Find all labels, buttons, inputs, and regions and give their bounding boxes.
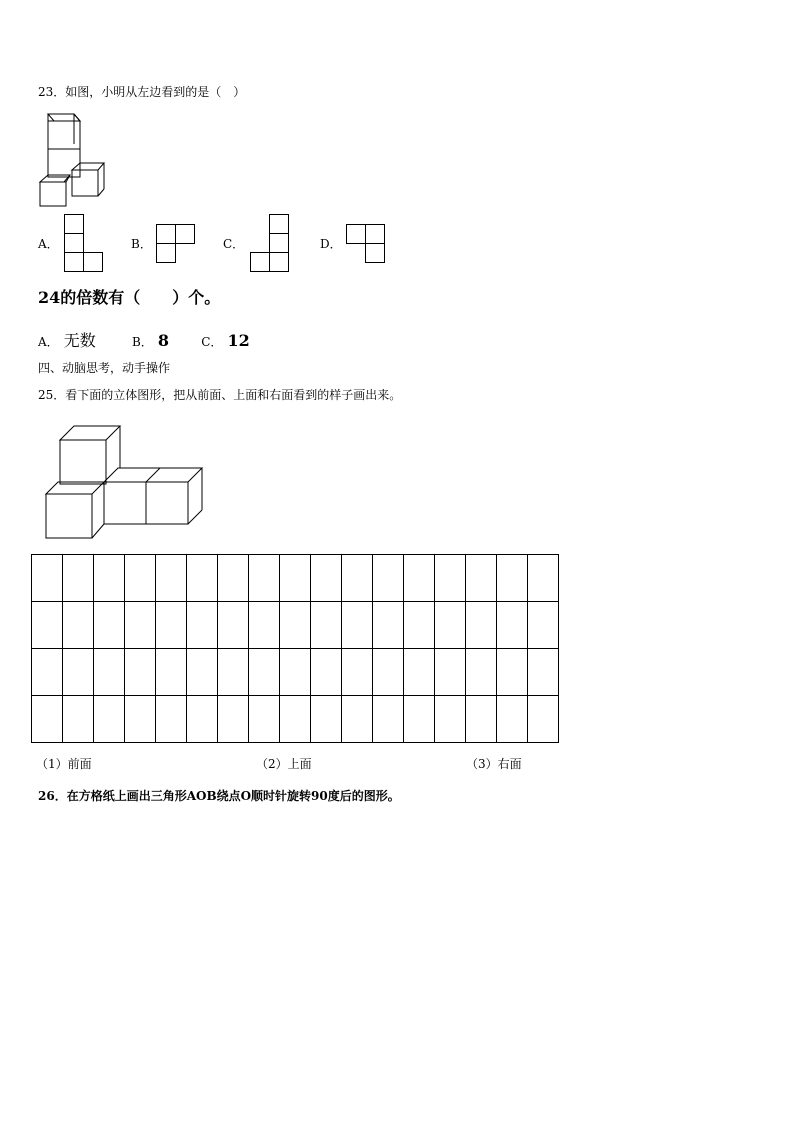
q23-cube-figure bbox=[38, 112, 110, 208]
q24-option-b-value[interactable]: 8 bbox=[157, 331, 170, 350]
q24-option-b-label[interactable]: B． bbox=[131, 335, 153, 349]
q23-option-a-label[interactable]: A． bbox=[38, 237, 59, 251]
q24-question: 24的倍数有（ ）个。 bbox=[38, 288, 221, 307]
q24-option-c-value[interactable]: 12 bbox=[227, 331, 250, 350]
q24-option-a-label[interactable]: A． bbox=[38, 335, 59, 349]
q23-option-c-label[interactable]: C． bbox=[223, 237, 245, 251]
q25-label-right: （3）右面 bbox=[466, 757, 522, 771]
q24-option-c-label[interactable]: C． bbox=[201, 335, 223, 349]
q25-drawing-grid[interactable] bbox=[31, 554, 559, 743]
q23-option-c-figure bbox=[250, 214, 290, 272]
q24-text bbox=[38, 285, 220, 308]
q23-option-d-label[interactable]: D． bbox=[320, 237, 342, 251]
q23-option-d-figure bbox=[346, 224, 386, 264]
q23-option-a-figure bbox=[64, 214, 104, 272]
q25-cube-figure bbox=[44, 424, 208, 540]
q24-options bbox=[38, 328, 250, 351]
q23-text: 23．如图，小明从左边看到的是（ ） bbox=[38, 85, 246, 99]
q25-label-top: （2）上面 bbox=[256, 757, 312, 771]
section-4-title: 四、动脑思考，动手操作 bbox=[38, 361, 171, 375]
q24-option-a-value[interactable]: 无数 bbox=[63, 331, 96, 350]
q25-label-front: （1）前面 bbox=[36, 757, 92, 771]
q26-text: 26．在方格纸上画出三角形AOB绕点O顺时针旋转90度后的图形。 bbox=[38, 789, 400, 803]
q23-option-b-label[interactable]: B． bbox=[131, 237, 152, 251]
q25-text: 25．看下面的立体图形，把从前面、上面和右面看到的样子画出来。 bbox=[38, 388, 402, 402]
q23-option-b-figure bbox=[156, 224, 196, 264]
